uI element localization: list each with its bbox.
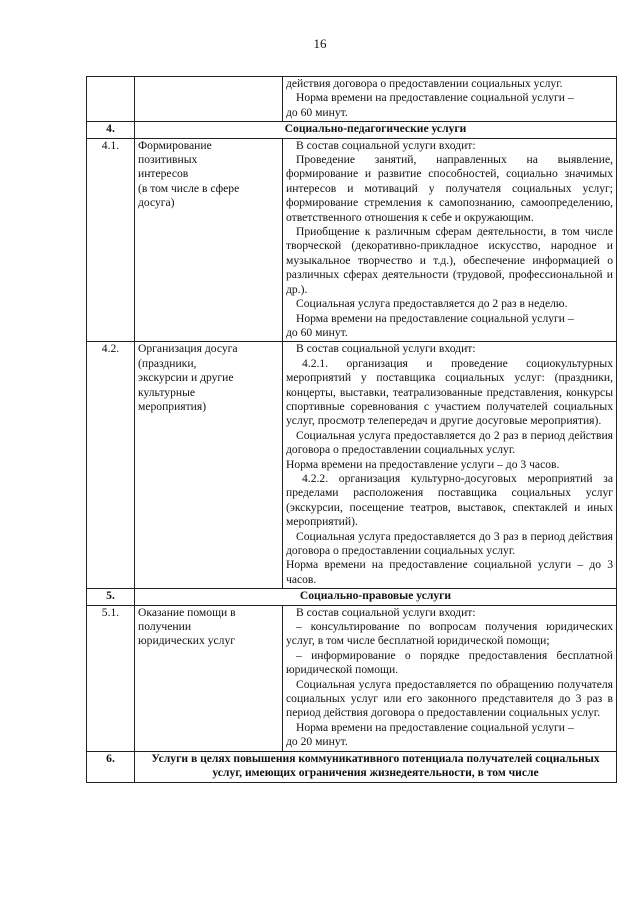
description-paragraph: Приобщение к различным сферам деятельности, в том числе творческой (декоративно-прикладное искусство, народное и музыкальное творчество и т.д.), обеспечение информацией о различных сферах деятельности (трудовой, профессиональной и др.).: [286, 225, 613, 296]
page-number: 16: [313, 36, 327, 51]
section-number: 5.: [87, 589, 135, 605]
section-header-row: [87, 122, 617, 138]
description-paragraph: Социальная услуга предоставляется до 2 раз в неделю.: [296, 297, 568, 311]
description-paragraph: В состав социальной услуги входит:: [296, 138, 476, 152]
service-name-line: (праздники,: [138, 356, 197, 370]
description-paragraph: – консультирование по вопросам получения юридических услуг, в том числе бесплатной юридической помощи;: [286, 620, 613, 648]
section-title: Социально-педагогические услуги: [135, 122, 617, 138]
description-cell: [283, 605, 617, 751]
description-paragraph: Социальная услуга предоставляется по обращению получателя социальных услуг или его законного представителя до 3 раз в период действия договора о предоставлении социальных услуг.: [286, 677, 613, 720]
description-paragraph: Норма времени на предоставление социальной услуги –: [296, 91, 574, 105]
description-paragraph: Социальная услуга предоставляется до 3 раз в период действия договора о предоставлении социальных услуг.: [286, 529, 613, 557]
table-row-4-2: [87, 342, 617, 589]
service-name-cell: [135, 138, 283, 342]
description-paragraph: 4.2.1. организация и проведение социокультурных мероприятий у поставщика социальных услуг: (праздники, концерты, выставки, театрализованные представления, конкурсы спортивные соревнования с участием получателей социальных услуг, просмотр телепередач и другие досуговые мероприятия).: [286, 356, 613, 428]
description-paragraph: 4.2.2. организация культурно-досуговых мероприятий за пределами расположения поставщика социальных услуг (экскурсии, посещение театров, выставок, спектаклей и иных мероприятий).: [286, 471, 613, 529]
section-header-row: [87, 751, 617, 782]
description-paragraph: Норма времени на предоставление услуги – до 3 часов.: [286, 457, 560, 471]
table-row-5-1: [87, 605, 617, 751]
description-paragraph: – информирование о порядке предоставления бесплатной юридической помощи.: [286, 648, 613, 677]
service-name-cell: [135, 605, 283, 751]
service-name-line: Организация досуга: [138, 342, 238, 356]
description-cell: [283, 77, 617, 122]
description-paragraph: до 60 минут.: [286, 105, 348, 119]
description-paragraph: до 20 минут.: [286, 735, 348, 749]
item-number: 5.1.: [87, 605, 135, 751]
section-title: Социально-правовые услуги: [135, 589, 617, 605]
service-name-line: культурные: [138, 385, 196, 399]
description-paragraph: Норма времени на предоставление социальной услуги – до 3 часов.: [286, 558, 613, 586]
service-name-line: мероприятия): [138, 399, 207, 413]
section-title: Услуги в целях повышения коммуникативного потенциала получателей социальных услуг, имеющих ограничения жизнедеятельности, в том числе: [135, 751, 617, 782]
description-paragraph: В состав социальной услуги входит:: [296, 605, 476, 619]
description-cell: [283, 342, 617, 589]
section-header-row: [87, 589, 617, 605]
description-paragraph: Норма времени на предоставление социальной услуги –: [296, 311, 574, 325]
service-name-line: позитивных: [138, 153, 198, 167]
service-name-line: (в том числе в сфере: [138, 181, 240, 195]
description-paragraph: Норма времени на предоставление социальной услуги –: [296, 720, 574, 734]
service-name-line: Формирование: [138, 138, 212, 152]
service-name-line: интересов: [138, 167, 189, 181]
description-paragraph: до 60 минут.: [286, 325, 348, 339]
service-name-line: получении: [138, 620, 192, 634]
description-paragraph: В состав социальной услуги входит:: [296, 342, 476, 356]
table-row-continuation: [87, 77, 617, 122]
section-number: 4.: [87, 122, 135, 138]
service-name-cell: [135, 342, 283, 589]
description-paragraph: Проведение занятий, направленных на выявление, формирование и развитие способностей, социально значимых интересов и мотиваций у получателя социальных услуг; формирование стремления к самопознанию, самоопределению, ответственного отношения к себе и окружающим.: [286, 153, 613, 224]
table-row-4-1: [87, 138, 617, 342]
num-cell: [87, 77, 135, 122]
description-paragraph: Социальная услуга предоставляется до 2 раз в период действия договора о предоставлении социальных услуг.: [286, 428, 613, 457]
description-cell: [283, 138, 617, 342]
section-number: 6.: [87, 751, 135, 782]
item-number: 4.2.: [87, 342, 135, 589]
item-number: 4.1.: [87, 138, 135, 342]
service-name-line: Оказание помощи в: [138, 605, 236, 619]
service-name-line: юридических услуг: [138, 634, 235, 648]
service-name-line: экскурсии и другие: [138, 371, 234, 385]
services-table: [86, 76, 617, 783]
name-cell: [135, 77, 283, 122]
service-name-line: досуга): [138, 196, 175, 210]
description-paragraph: действия договора о предоставлении социальных услуг.: [286, 77, 563, 90]
